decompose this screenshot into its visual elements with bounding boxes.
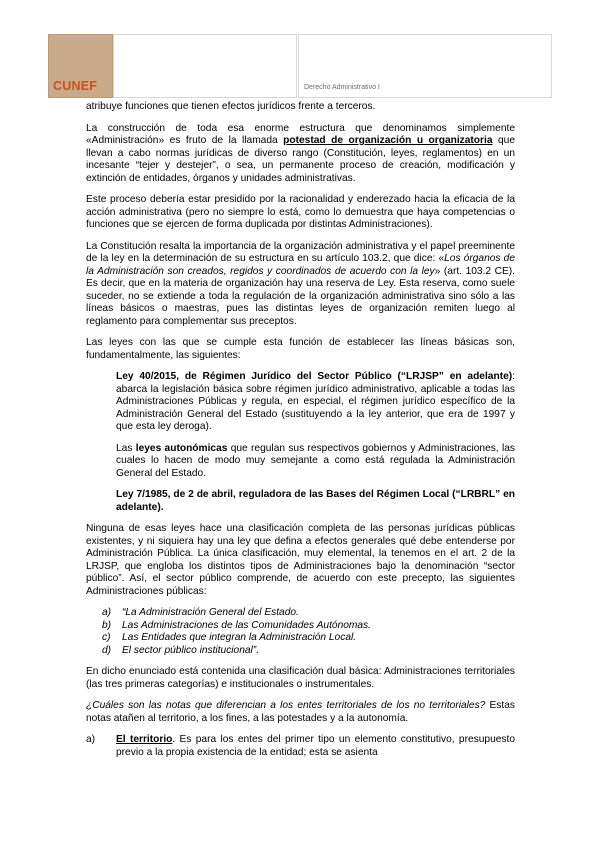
document-body [86,101,515,759]
law-title: leyes autonómicas [135,442,228,454]
list-item: d) El sector público institucional”. [102,644,260,656]
law-item: Ley 40/2015, de Régimen Jurídico del Sector Público (“LRJSP” en adelante): abarca la legislación básica sobre régimen jurídico administrativo, aplicable a todas las Administraciones Públicas y regula, en especial, el régimen jurídico específico de la Administración General del Estado (sustituyendo a la ley anterior, que era de 1997 y que esta ley deroga). [116,371,515,432]
list-item: c) Las Entidades que integran la Administración Local. [102,632,357,643]
term-potestad: potestad de organización u organizatoria [283,135,493,146]
paragraph: Ninguna de esas leyes hace una clasificación completa de las personas jurídicas públicas existentes, y ni siquiera hay una ley que defina a efectos generales qué debe entenderse por Administración Pública. La única clasificación, muy elemental, la tenemos en el art. 2 de la LRJSP, que engloba los distintos tipos de Administraciones bajo la denominación “sector público”. Así, el sector público comprende, de acuerdo con este precepto, las siguientes Administraciones públicas: [86,523,515,597]
question: ¿Cuáles son las notas que diferencian a los entes territoriales de los no territoriales? [86,700,486,711]
header-blank-box [113,34,297,98]
paragraph: La construcción de toda esa enorme estructura que denominamos simplemente «Administración» es fruto de la llamada potestad de organización u organizatoria que llevan a cabo normas jurídicas de diverso rango (Constitución, leyes, reglamentos) en un incesante “tejer y destejer”, o sea, un permanente proceso de creación, modificación y extinción de entidades, órganos y unidades administrativas. [86,122,515,184]
law-item [116,489,515,514]
header-course-box [298,34,552,98]
law-item: Las leyes autonómicas que regulan sus respectivos gobiernos y Administraciones, las cuales lo hacen de modo muy semejante a como está regulada la Administración General del Estado. [116,442,515,479]
paragraph: ¿Cuáles son las notas que diferencian a los entes territoriales de los no territoriales? Estas notas atañen al territorio, a los fines, a las potestades y a la autonomía. [86,700,515,724]
list-item: a) “La Administración General del Estado. [102,607,299,618]
paragraph: Las leyes con las que se cumple esta función de establecer las líneas básicas son, fundamentalmente, las siguientes: [86,337,515,361]
cunef-logo [48,34,113,98]
paragraph: atribuye funciones que tienen efectos jurídicos frente a terceros. [86,101,376,112]
paragraph: En dicho enunciado está contenida una clasificación dual básica: Administraciones territoriales (las tres primeras categorías) e institucionales o instrumentales. [86,666,515,690]
section-title: El territorio [116,734,173,745]
quote-constitution: Los órganos de la Administración son creados, regidos y coordinados de acuerdo con la ley [86,253,516,277]
paragraph: La Constitución resalta la importancia de la organización administrativa y el papel preeminente de la ley en la determinación de su estructura en su artículo 103.2, que dice: «Los órganos de la Administración son creados, regidos y coordinados de acuerdo con la ley» (art. 103.2 CE). Es decir, que en la materia de organización hay una reserva de Ley. Esta reserva, como suele suceder, no se extiende a toda la regulación de la organización administrativa sino sólo a las líneas básicos o maestras, pues las distintas leyes de organización remiten luego al reglamento para complementar sus preceptos. [86,240,516,327]
admin-list [86,607,515,657]
page-header [48,34,552,98]
course-title: Derecho Administrativo I [304,84,380,91]
law-title: Ley 7/1985, de 2 de abril, reguladora de las Bases del Régimen Local (“LRBRL” en adelante). [116,489,515,513]
law-title: Ley 40/2015, de Régimen Jurídico del Sector Público (“LRJSP” en adelante) [116,371,513,382]
logo-text: CUNEF [53,79,98,93]
paragraph: Este proceso debería estar presidido por la racionalidad y enderezado hacia la eficacia de la acción administrativa (pero no siempre lo está, como lo demuestra que haya competencias o funciones que se ejercen de forma duplicada por distintas Administraciones). [86,194,515,230]
list-item: b) Las Administraciones de las Comunidades Autónomas. [102,619,371,631]
section-territorio: a) El territorio. Es para los entes del primer tipo un elemento constitutivo, presupuesto previo a la propia existencia de la entidad; esta se asienta [86,734,515,758]
